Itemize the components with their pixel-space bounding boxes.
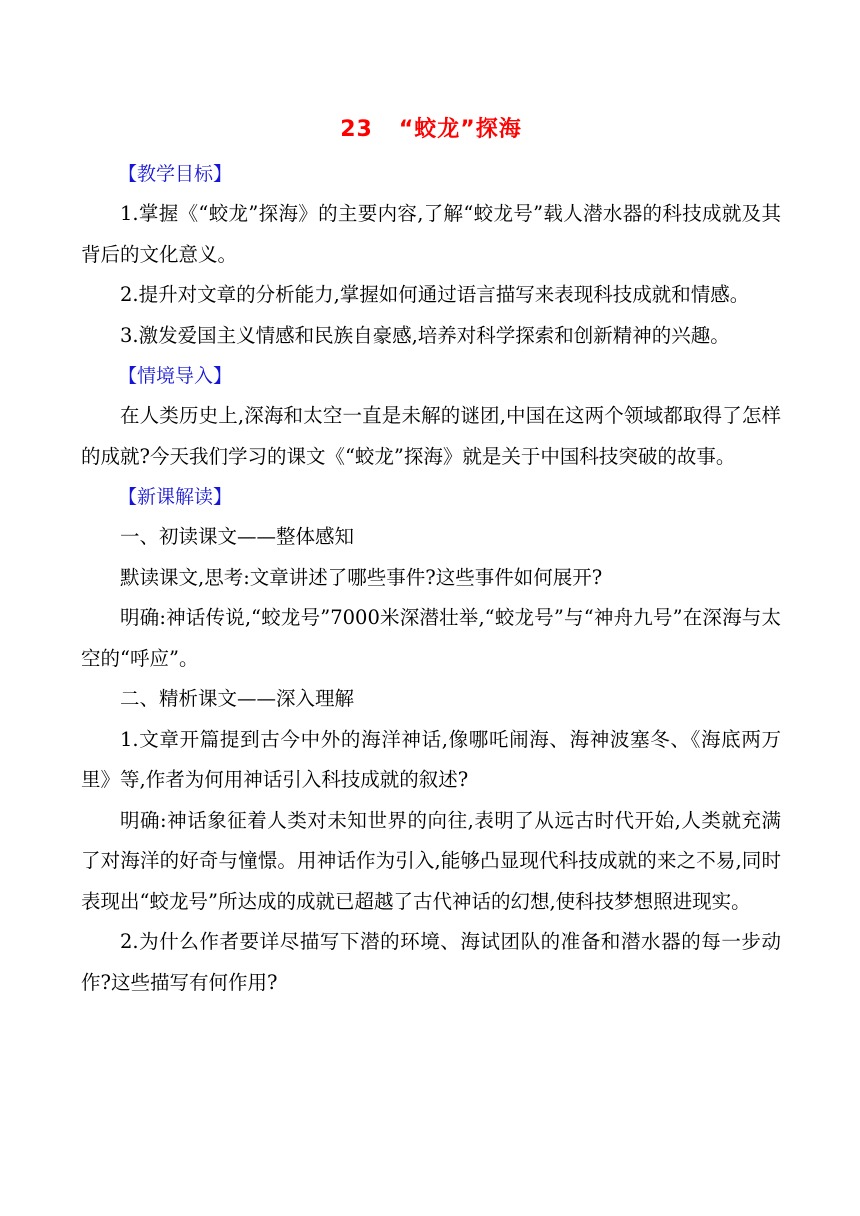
section-heading: 【情境导入】 [118,365,233,387]
lesson-paragraph: 明确:神话象征着人类对未知世界的向往,表明了从远古时代开始,人类就充满了对海洋的好奇与憧憬。用神话作为引入,能够凸显现代科技成就的来之不易,同时表现出“蛟龙号”所达成的成就已超越了古代神话的幻想,使科技梦想照进现实。 [81,808,781,913]
lesson-title [81,108,781,152]
section-heading: 【教学目标】 [118,163,233,185]
lesson-paragraph: 明确:神话传说,“蛟龙号”7000米深潜壮举,“蛟龙号”与“神舟九号”在深海与太空的“呼应”。 [81,606,781,670]
section-teaching-goals [81,154,781,356]
subheading-close-reading: 二、精析课文——深入理解 [120,687,355,710]
goal-paragraph: 1.掌握《“蛟龙”探海》的主要内容,了解“蛟龙号”载人潜水器的科技成就及其背后的文化意义。 [81,202,781,266]
intro-paragraph: 在人类历史上,深海和太空一直是未解的谜团,中国在这两个领域都取得了怎样的成就?今天我们学习的课文《“蛟龙”探海》就是关于中国科技突破的故事。 [81,404,781,468]
lesson-paragraph: 2.为什么作者要详尽描写下潜的环境、海试团队的准备和潜水器的每一步动作?这些描写有何作用? [81,930,781,994]
section-heading: 【新课解读】 [118,486,233,508]
lesson-number: 23 [340,117,373,142]
section-new-lesson [81,477,781,1003]
document-body [81,108,781,1003]
subheading-first-reading: 一、初读课文——整体感知 [120,525,355,548]
lesson-title-text: “蛟龙”探海 [398,117,522,142]
goal-paragraph: 3.激发爱国主义情感和民族自豪感,培养对科学探索和创新精神的兴趣。 [120,323,730,347]
goal-paragraph: 2.提升对文章的分析能力,掌握如何通过语言描写来表现科技成就和情感。 [120,283,750,306]
lesson-paragraph: 默读课文,思考:文章讲述了哪些事件?这些事件如何展开? [120,565,603,589]
lesson-paragraph: 1.文章开篇提到古今中外的海洋神话,像哪吒闹海、海神波塞冬、《海底两万里》等,作者为何用神话引入科技成就的叙述? [81,727,781,791]
section-introduction [81,356,781,477]
